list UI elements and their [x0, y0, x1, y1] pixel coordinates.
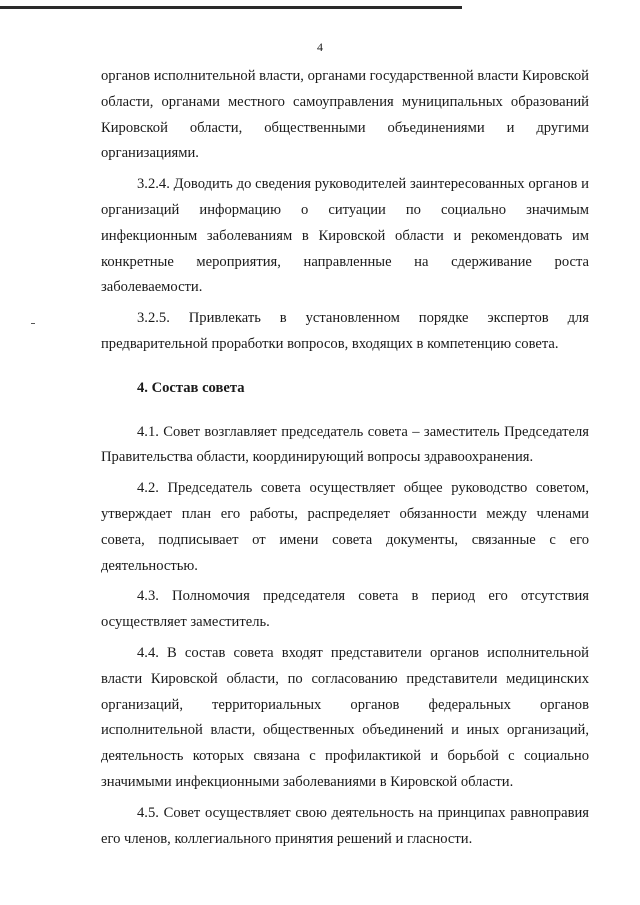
page-number: 4 [317, 40, 323, 54]
top-border-line [0, 6, 462, 9]
paragraph-4-3: 4.3. Полномочия председателя совета в период его отсутствия осуществляет заместитель. [101, 588, 589, 631]
paragraph-continuation: органов исполнительной власти, органами государственной власти Кировской области, органами местного самоуправления муниципальных образований Кировской области, общественными объединениями и другими организациями. [101, 68, 589, 162]
paragraph-4-1: 4.1. Совет возглавляет председатель совета – заместитель Председателя Правительства области, координирующий вопросы здравоохранения. [101, 423, 589, 466]
scan-mark [31, 323, 35, 324]
section-heading: 4. Состав совета [137, 379, 245, 396]
document-body [101, 64, 589, 852]
paragraph-4-4: 4.4. В состав совета входят представители органов исполнительной власти Кировской области, по согласованию представители медицинских организаций, территориальных органов федеральных органов исполнительной власти, общественных объединений и иных организаций, деятельность которых связана с профилактикой и борьбой с социально значимыми инфекционными заболеваниями в Кировской области. [101, 644, 589, 790]
paragraph-3-2-4: 3.2.4. Доводить до сведения руководителей заинтересованных органов и организаций информацию о ситуации по социально значимым инфекционным заболеваниям в Кировской области и рекомендовать им конкретные мероприятия, направленные на сдерживание роста заболеваемости. [101, 176, 589, 296]
paragraph-4-2: 4.2. Председатель совета осуществляет общее руководство советом, утверждает план его работы, распределяет обязанности между членами совета, подписывает от имени совета документы, связанные с его деятельностью. [101, 480, 589, 574]
paragraph-4-5: 4.5. Совет осуществляет свою деятельность на принципах равноправия его членов, коллегиального принятия решений и гласности. [101, 804, 589, 847]
paragraph-3-2-5: 3.2.5. Привлекать в установленном порядке экспертов для предварительной проработки вопросов, входящих в компетенцию совета. [101, 310, 589, 352]
